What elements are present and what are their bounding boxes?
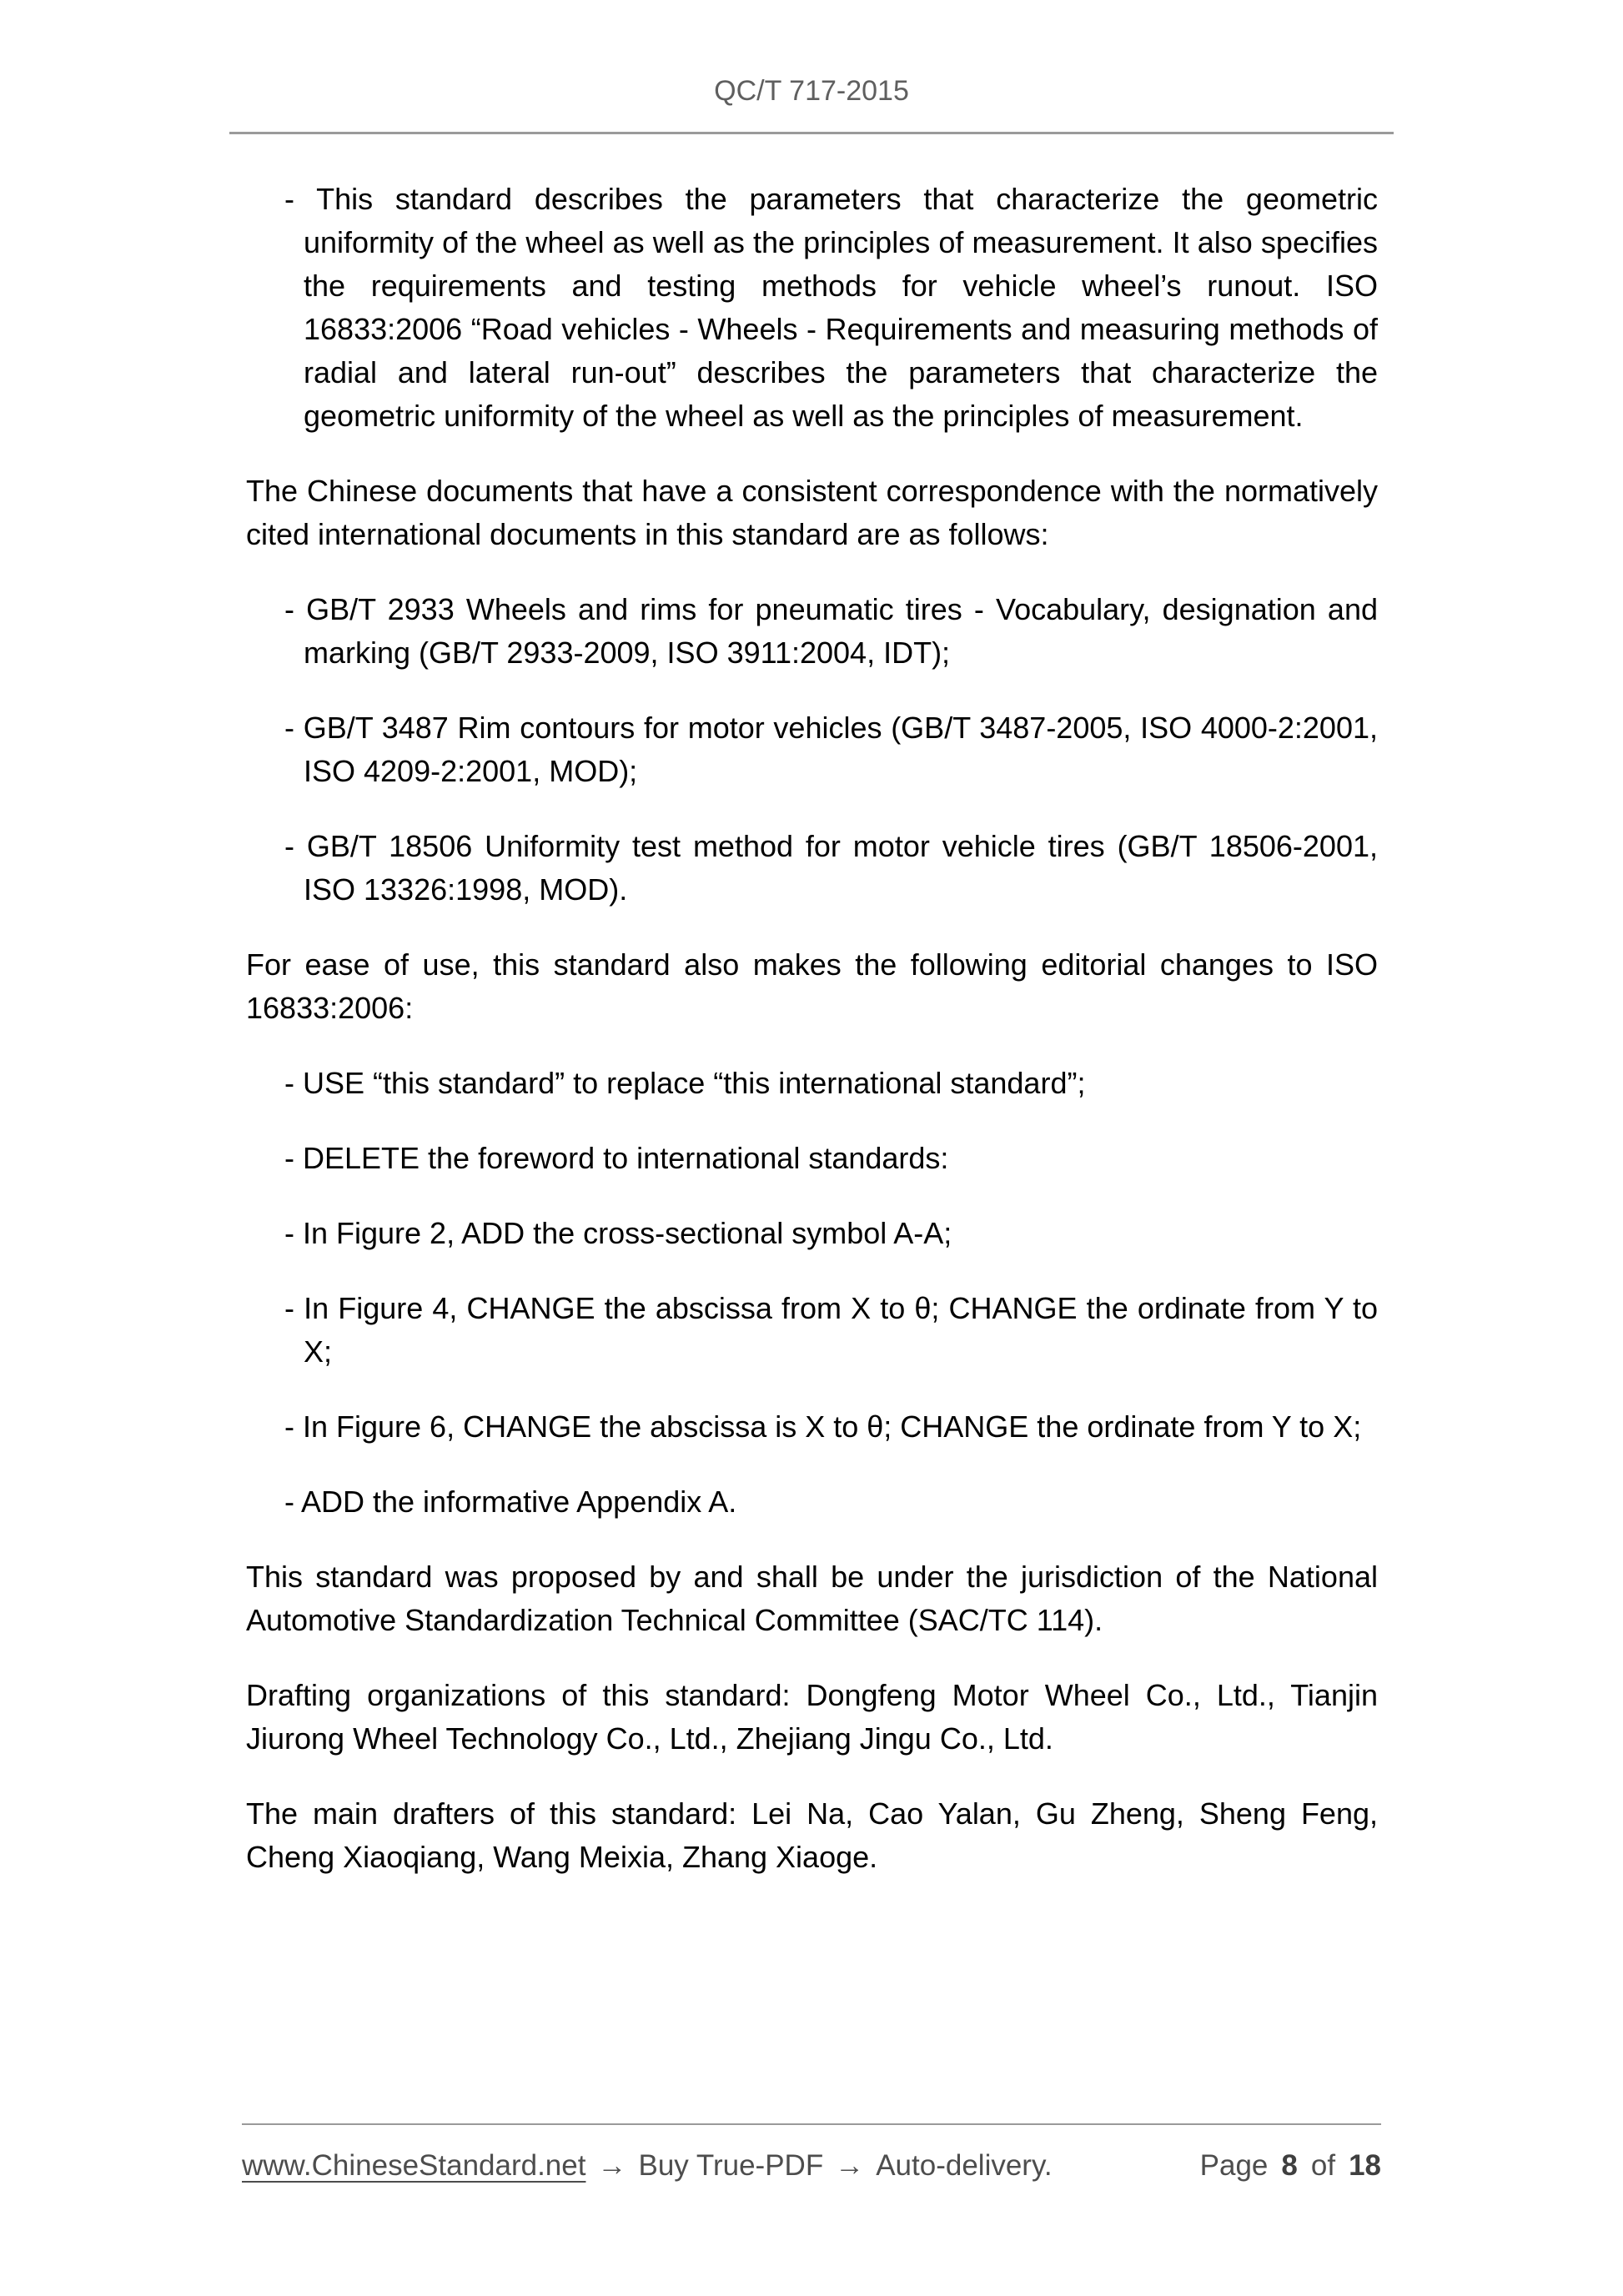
paragraph: Drafting organizations of this standard: Dongfeng Motor Wheel Co., Ltd., Tianjin Jiurong Wheel Technology Co., Ltd., Zhejiang Jingu Co., Ltd.: [246, 1678, 1378, 1756]
footer-divider: [242, 2123, 1381, 2125]
bullet-paragraph: - ADD the informative Appendix A.: [284, 1485, 737, 1519]
arrow-right-icon: →: [835, 2149, 865, 2182]
arrow-right-icon: →: [597, 2149, 627, 2182]
document-number: QC/T 717-2015: [714, 75, 909, 107]
bullet-paragraph: - GB/T 3487 Rim contours for motor vehicles (GB/T 3487-2005, ISO 4000-2:2001, ISO 4209-2:2001, MOD);: [284, 711, 1378, 788]
page-indicator: [1200, 2147, 1381, 2185]
paragraph: For ease of use, this standard also makes the following editorial changes to ISO 16833:2006:: [246, 947, 1378, 1025]
page-label: Page: [1199, 2149, 1269, 2182]
website-link[interactable]: www.ChineseStandard.net: [242, 2149, 586, 2182]
footer-promo: [242, 2147, 1053, 2185]
footer-auto-delivery-label: Auto-delivery.: [876, 2149, 1053, 2182]
page-total-number: 18: [1349, 2149, 1381, 2182]
bullet-paragraph: - GB/T 2933 Wheels and rims for pneumatic tires - Vocabulary, designation and marking (GB/T 2933-2009, ISO 3911:2004, IDT);: [284, 592, 1378, 670]
page-footer: [242, 2123, 1381, 2185]
paragraph: The Chinese documents that have a consistent correspondence with the normatively cited international documents in this standard are as follows:: [246, 474, 1378, 551]
bullet-paragraph: - DELETE the foreword to international standards:: [284, 1141, 949, 1175]
bullet-paragraph: - In Figure 6, CHANGE the abscissa is X to θ; CHANGE the ordinate from Y to X;: [284, 1409, 1362, 1444]
paragraph: This standard was proposed by and shall be under the jurisdiction of the National Automotive Standardization Technical Committee (SAC/TC 114).: [246, 1560, 1378, 1637]
bullet-paragraph: - In Figure 4, CHANGE the abscissa from X to θ; CHANGE the ordinate from Y to X;: [284, 1291, 1378, 1369]
of-label: of: [1310, 2149, 1336, 2182]
page-header: [0, 0, 1623, 134]
footer-buy-true-pdf-label: Buy True-PDF: [638, 2149, 824, 2182]
bullet-paragraph: - In Figure 2, ADD the cross-sectional symbol A-A;: [284, 1216, 952, 1250]
bullet-paragraph: - GB/T 18506 Uniformity test method for motor vehicle tires (GB/T 18506-2001, ISO 13326:1998, MOD).: [284, 829, 1378, 907]
bullet-paragraph: - This standard describes the parameters that characterize the geometric uniformity of the wheel as well as the principles of measurement. It also specifies the requirements and testing methods for vehicle wheel’s runout. ISO 16833:2006 “Road vehicles - Wheels - Requirements and measuring methods of radial and lateral run-out” describes the parameters that characterize the geometric uniformity of the wheel as well as the principles of measurement.: [284, 182, 1378, 433]
header-divider: [229, 132, 1394, 134]
document-body: [246, 178, 1378, 1879]
page-current-number: 8: [1281, 2149, 1298, 2182]
paragraph: The main drafters of this standard: Lei Na, Cao Yalan, Gu Zheng, Sheng Feng, Cheng Xiaoqiang, Wang Meixia, Zhang Xiaoge.: [246, 1796, 1378, 1874]
bullet-paragraph: - USE “this standard” to replace “this international standard”;: [284, 1066, 1086, 1100]
